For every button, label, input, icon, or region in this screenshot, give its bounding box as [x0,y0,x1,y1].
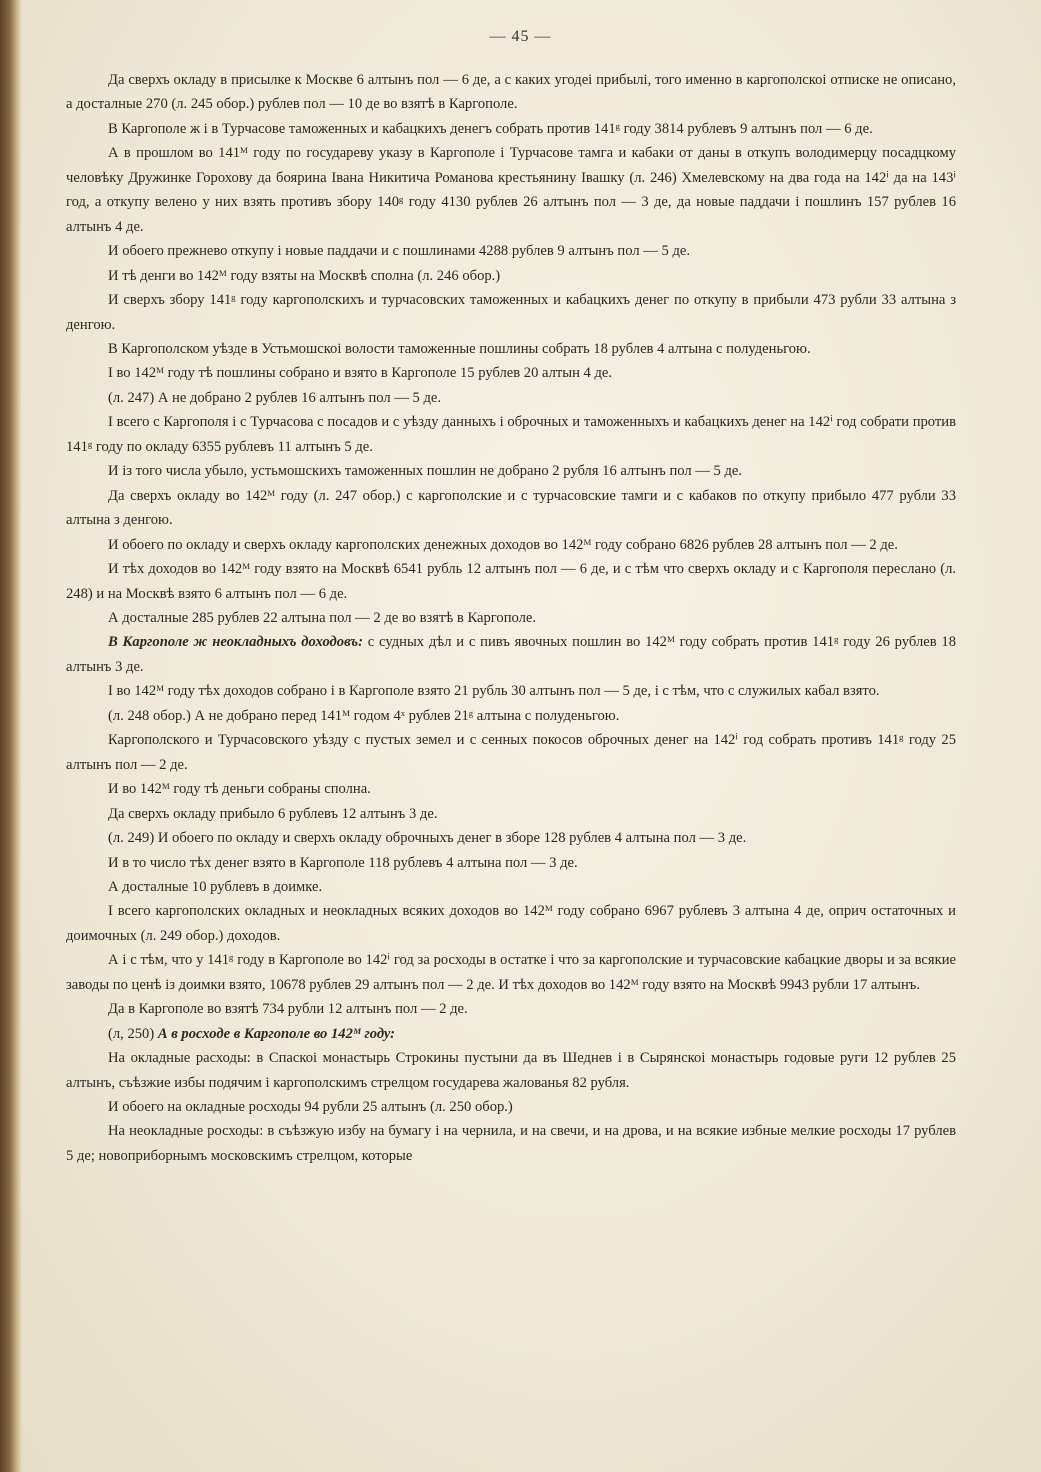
paragraph: Каргополского и Турчасовского уѣзду с пустых земел и с сенных покосов оброчных денег на 142ⁱ год собрать противъ 141ᵍ году 25 алтынъ пол — 2 де. [66,732,956,773]
book-spine-shadow [0,0,22,1472]
paragraph-with-italic-lead [66,630,956,679]
paragraph: Да сверхъ окладу прибыло 6 рублевъ 12 алтынъ 3 де. [108,805,438,822]
paragraph: И обоего прежнево откупу і новые паддачи и с пошлинами 4288 рублев 9 алтынъ пол — 5 де. [108,243,691,260]
paragraph: (л. 248 обор.) А не добрано перед 141ᴹ годом 4ˣ рублев 21ᵍ алтына с полуденьгою. [108,707,620,724]
paragraph: На окладные расходы: в Спаскоі монастырь Строкины пустыни да въ Шеднев і в Сырянскоі монастырь годовые руги 12 рублев 25 алтынъ, съѣзжие избы подячим і каргополскимъ стрелцом государева жалованья 82 рубля. [66,1050,956,1091]
paragraph: В Каргополском уѣзде в Устьмошскоі волости таможенные пошлины собрать 18 рублев 4 алтына с полуденьгою. [108,340,811,357]
italic-heading: В Каргополе ж неокладныхъ доходовъ: [108,634,363,651]
paragraph: Да в Каргополе во взятѣ 734 рубли 12 алтынъ пол — 2 де. [108,1001,468,1018]
paragraph: И тѣх доходов во 142ᴹ году взято на Москвѣ 6541 рубль 12 алтынъ пол — 6 де, и с тѣм что сверхъ окладу и с Каргополя переслано (л. 248) и на Москвѣ взято 6 алтынъ пол — 6 де. [66,561,956,602]
folio-reference: (л, 250) [108,1025,155,1042]
paragraph-with-italic-lead [66,1022,956,1046]
paragraph: На неокладные росходы: в съѣзжую избу на бумагу і на чернила, и на свечи, и на дрова, и на всякие избные мелкие росходы 17 рублев 5 де; новоприборнымъ московскимъ стрелцом, которые [66,1123,956,1164]
paragraph: І во 142ᴹ году тѣ пошлины собрано и взято в Каргополе 15 рублев 20 алтын 4 де. [108,365,613,382]
paragraph: А і с тѣм, что у 141ᵍ году в Каргополе во 142ⁱ год за росходы в остатке і что за каргополские и турчасовские кабацкие дворы и за всякие заводы по ценѣ із доимки взято, 10678 рублев 29 алтынъ пол — 2 де. И тѣх доходов во 142ᴹ году взято на Москвѣ 9943 рубли 17 алтынъ. [66,952,956,993]
paragraph-text: с судных дѣл и с пивъ явочных пошлин во 142ᴹ году собрать против 141ᵍ году 26 рублев 18 алтынъ 3 де. [66,634,956,675]
paragraph: В Каргополе ж і в Турчасове таможенных и кабацкихъ денегъ собрать против 141ᵍ году 3814 рублевъ 9 алтынъ пол — 6 де. [108,120,873,137]
paragraph: І всего каргополских окладных и неокладных всяких доходов во 142ᴹ году собрано 6967 рублевъ 3 алтына 4 де, оприч остаточных и доимочных (л. 249 обор.) доходов. [66,903,956,944]
paragraph: (л. 249) И обоего по окладу и сверхъ окладу оброчныхъ денег в зборе 128 рублев 4 алтына пол — 3 де. [108,830,747,847]
paragraph: И в то число тѣх денег взято в Каргополе 118 рублевъ 4 алтына пол — 3 де. [108,854,578,871]
paragraph: И тѣ денги во 142ᴹ году взяты на Москвѣ сполна (л. 246 обор.) [108,267,501,284]
paragraph: А в прошлом во 141ᴹ году по государеву указу в Каргополе і Турчасове тамга и кабаки от даны в откупъ володимерцу посадцкому человѣку Дружинке Горохову да боярина Івана Никитича Романова крестьянину Івашку (л. 246) Хмелевскому на два года на 142ⁱ да на 143ⁱ год, а откупу велено у них взять противъ збору 140ᵍ году 4130 рублев 26 алтынъ пол — 3 де, да новые паддачи і пошлинъ 157 рублев 16 алтынъ 4 де. [66,145,956,235]
italic-heading: А в росходе в Каргополе во 142ᴹ году: [157,1025,396,1042]
paragraph: Да сверхъ окладу в присылке к Москве 6 алтынъ пол — 6 де, а с каких угодеі прибылі, того именно в каргополскоі отписке не описано, а досталные 270 (л. 245 обор.) рублев пол — 10 де во взятѣ в Каргополе. [66,72,956,113]
paragraph: А досталные 285 рублев 22 алтына пол — 2 де во взятѣ в Каргополе. [108,609,537,626]
paragraph: І во 142ᴹ году тѣх доходов собрано і в Каргополе взято 21 рубль 30 алтынъ пол — 5 де, і с тѣм, что с служилых кабал взято. [108,683,880,700]
page-number: — 45 — [489,28,552,45]
paragraph: (л. 247) А не добрано 2 рублев 16 алтынъ пол — 5 де. [108,389,442,406]
paragraph: И во 142ᴹ году тѣ деньги собраны сполна. [108,781,371,798]
paragraph: Да сверхъ окладу во 142ᴹ году (л. 247 обор.) с каргополские и с турчасовские тамги и с кабаков по откупу прибыло 477 рубли 33 алтына з денгою. [66,487,956,529]
paragraph: А досталные 10 рублевъ в доимке. [108,878,323,895]
paragraph: І всего с Каргополя і с Турчасова с посадов и с уѣзду данныхъ і оброчных и таможенныхъ и кабацкихъ денег на 142ⁱ год собрати против 141ᵍ году по окладу 6355 рублевъ 11 алтынъ 5 де. [66,414,956,455]
paragraph: И обоего по окладу и сверхъ окладу каргополских денежных доходов во 142ᴹ году собрано 6826 рублев 28 алтынъ пол — 2 де. [108,536,898,553]
paragraph: И обоего на окладные росходы 94 рубли 25 алтынъ (л. 250 обор.) [108,1099,513,1116]
paragraph: И сверхъ збору 141ᵍ году каргополскихъ и турчасовских таможенных и кабацкихъ денег по откупу в прибыли 473 рубли 33 алтына з денгою. [66,292,956,333]
body-text [66,68,956,1168]
paragraph: И із того числа убыло, устьмошскихъ таможенных пошлин не добрано 2 рубля 16 алтынъ пол — 5 де. [108,463,743,480]
